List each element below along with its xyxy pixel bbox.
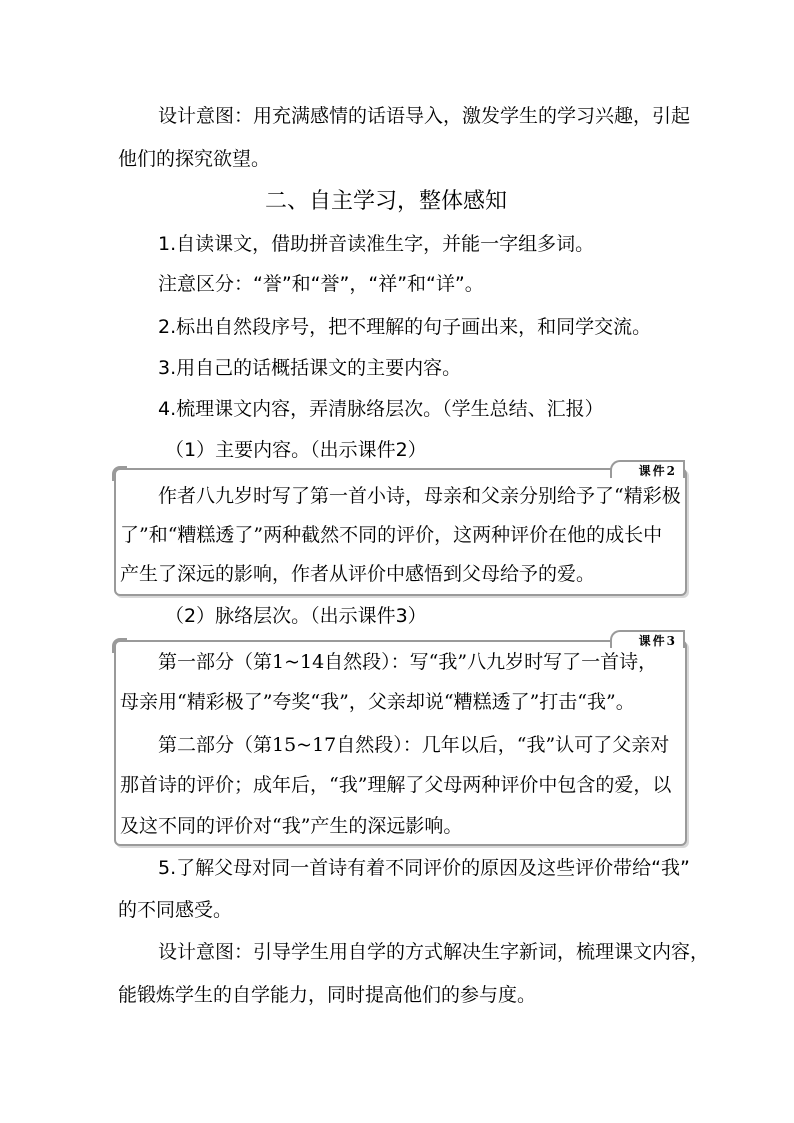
box-corner-icon xyxy=(112,466,127,481)
box-corner-icon xyxy=(112,638,127,653)
courseware-2-line-2: 了”和“糟糕透了”两种截然不同的评价，这两种评价在他的成长中 xyxy=(120,524,663,546)
courseware-3-line-1: 第一部分（第1~14自然段）：写“我”八九岁时写了一首诗， xyxy=(158,651,658,673)
courseware-2-tab: 课件2 xyxy=(610,460,685,478)
design-note-line-1: 设计意图：用充满感情的话语导入，激发学生的学习兴趣，引起 xyxy=(158,105,691,127)
step-4-sub-2: （2）脉络层次。（出示课件3） xyxy=(165,605,427,627)
section-title: 二、自主学习，整体感知 xyxy=(265,189,508,214)
courseware-3-line-5: 及这不同的评价对“我”产生的深远影响。 xyxy=(120,815,463,837)
step-4: 4.梳理课文内容，弄清脉络层次。（学生总结、汇报） xyxy=(158,398,604,420)
step-1: 1.自读课文，借助拼音读准生字，并能一字组多词。 xyxy=(158,233,595,255)
closing-note-line-1: 设计意图：引导学生用自学的方式解决生字新词，梳理课文内容， xyxy=(158,941,710,963)
step-1-note: 注意区分：“誉”和“誉”，“祥”和“详”。 xyxy=(158,273,484,295)
step-3: 3.用自己的话概括课文的主要内容。 xyxy=(158,357,462,379)
step-2: 2.标出自然段序号，把不理解的句子画出来，和同学交流。 xyxy=(158,316,652,338)
step-5-line-2: 的不同感受。 xyxy=(118,899,233,921)
step-4-sub-1: （1）主要内容。（出示课件2） xyxy=(165,439,427,461)
courseware-3-line-4: 那首诗的评价；成年后，“我”理解了父母两种评价中包含的爱，以 xyxy=(120,774,672,796)
courseware-2-line-3: 产生了深远的影响，作者从评价中感悟到父母给予的爱。 xyxy=(120,563,596,585)
step-5-line-1: 5.了解父母对同一首诗有着不同评价的原因及这些评价带给“我” xyxy=(158,857,690,879)
courseware-3-line-2: 母亲用“精彩极了”夸奖“我”，父亲却说“糟糕透了”打击“我”。 xyxy=(120,691,635,713)
closing-note-line-2: 能锻炼学生的自学能力，同时提高他们的参与度。 xyxy=(118,984,537,1006)
courseware-3-tab: 课件3 xyxy=(610,630,685,648)
courseware-2-line-1: 作者八九岁时写了第一首小诗，母亲和父亲分别给予了“精彩极 xyxy=(158,485,681,507)
design-note-line-2: 他们的探究欲望。 xyxy=(118,148,271,170)
courseware-3-line-3: 第二部分（第15~17自然段）：几年以后，“我”认可了父亲对 xyxy=(158,734,670,756)
